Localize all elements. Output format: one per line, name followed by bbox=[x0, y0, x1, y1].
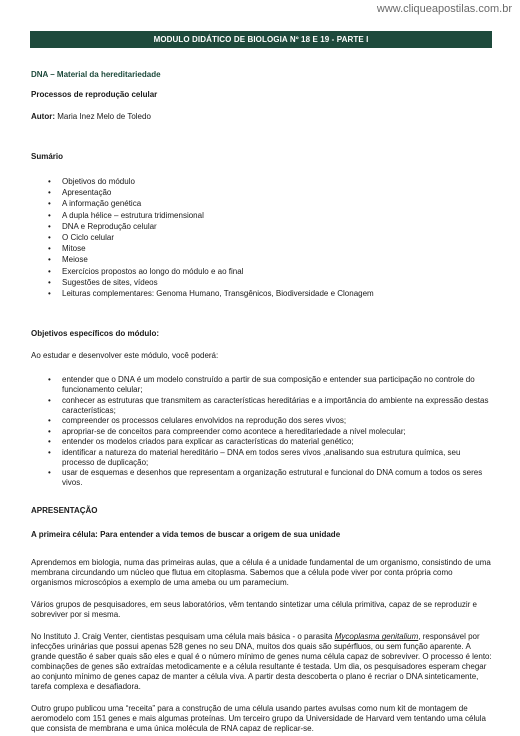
list-item: • Objetivos do módulo bbox=[31, 176, 493, 187]
list-item: • entender que o DNA é um modelo construído a partir de sua composição e entender sua participação no controle do funcionamento celular; bbox=[31, 375, 493, 395]
list-item: • conhecer as estruturas que transmitem as características hereditárias e a importância do ambiente na expressão destas características; bbox=[31, 396, 493, 416]
document-body bbox=[31, 70, 493, 734]
list-item: • entender os modelos criados para explicar as características do material genético; bbox=[31, 437, 493, 447]
paragraph bbox=[31, 632, 493, 692]
summary-list bbox=[31, 176, 493, 299]
module-header-bar: MODULO DIDÁTICO DE BIOLOGIA Nº 18 E 19 - PARTE I bbox=[30, 31, 492, 48]
list-item: • identificar a natureza do material hereditário – DNA em todos seres vivos ,analisando sua estrutura química, seu processo de duplicação; bbox=[31, 448, 493, 468]
list-item: • compreender os processos celulares envolvidos na reprodução dos seres vivos; bbox=[31, 416, 493, 426]
list-item: • DNA e Reprodução celular bbox=[31, 221, 493, 232]
author-name: Maria Inez Melo de Toledo bbox=[55, 112, 151, 121]
list-item: • apropriar-se de conceitos para compreender como acontece a hereditariedade a nível molecular; bbox=[31, 427, 493, 437]
list-item: • Exercícios propostos ao longo do módulo e ao final bbox=[31, 266, 493, 277]
list-item: • A informação genética bbox=[31, 198, 493, 209]
list-item: • Apresentação bbox=[31, 187, 493, 198]
doc-subtitle: DNA – Material da hereditariedade bbox=[31, 70, 161, 79]
author-label: Autor: bbox=[31, 112, 55, 121]
presentation-title: APRESENTAÇÃO bbox=[31, 506, 98, 516]
paragraph: Outro grupo publicou uma “receita” para a construção de uma célula usando partes avulsas como num kit de montagem de aeromodelo com 151 genes e mais algumas proteínas. Um terceiro grupo da Universidade de Harvard vem tentando uma célula que consista de membrana e uma única molécula de RNA capaz de replicar-se. bbox=[31, 704, 486, 734]
paragraph-text: , responsável por infecções urinárias que possui apenas 528 genes no seu DNA, muitos dos quais são supérfluos, ou sem função aparente. A grande questão é saber quais são eles e qual é o número mínimo de genes numa célula capaz de sobreviver. O processo é lento: combinações de genes são extraídas metodicamente e a célula resultante é testada. Um dia, os pesquisadores esperam chegar ao conjunto mínimo de genes capaz de manter a célula viva. A partir desta descoberta o plano é recriar o DNA sinteticamente, tarefa complexa e desafiadora. bbox=[31, 632, 492, 692]
first-cell-title: A primeira célula: Para entender a vida temos de buscar a origem de sua unidade bbox=[31, 530, 341, 540]
summary-title: Sumário bbox=[31, 152, 64, 161]
author-line bbox=[31, 112, 493, 122]
paragraph-text: No Instituto J. Craig Venter, cientistas pesquisam uma célula mais básica - o parasita bbox=[31, 632, 335, 642]
paragraph: Aprendemos em biologia, numa das primeiras aulas, que a célula é a unidade fundamental de um organismo, consistindo de uma membrana circundando um núcleo que flutua em citoplasma. Sabemos que a célula pode viver por conta própria como organismos microscópios a exemplo de uma ameba ou um paramecium. bbox=[31, 558, 491, 588]
list-item: • Sugestões de sites, vídeos bbox=[31, 277, 493, 288]
site-url: www.cliqueapostilas.com.br bbox=[376, 3, 512, 15]
process-title: Processos de reprodução celular bbox=[31, 90, 158, 99]
paragraph: Vários grupos de pesquisadores, em seus laboratórios, vêm tentando sintetizar uma célula primitiva, capaz de se reproduzir e sobreviver por si mesma. bbox=[31, 600, 478, 620]
list-item: • usar de esquemas e desenhos que representam a organização estrutural e funcional do DNA comum a todos os seres vivos. bbox=[31, 468, 493, 488]
list-item: • Leituras complementares: Genoma Humano, Transgênicos, Biodiversidade e Clonagem bbox=[31, 288, 493, 299]
objectives-title: Objetivos específicos do módulo: bbox=[31, 329, 160, 339]
list-item: • A dupla hélice – estrutura tridimensional bbox=[31, 210, 493, 221]
list-item: • Mitose bbox=[31, 243, 493, 254]
list-item: • O Ciclo celular bbox=[31, 232, 493, 243]
species-name: Mycoplasma genitalium bbox=[334, 632, 419, 642]
objectives-list bbox=[31, 375, 493, 488]
list-item: • Meiose bbox=[31, 254, 493, 265]
objectives-intro: Ao estudar e desenvolver este módulo, você poderá: bbox=[31, 351, 219, 361]
